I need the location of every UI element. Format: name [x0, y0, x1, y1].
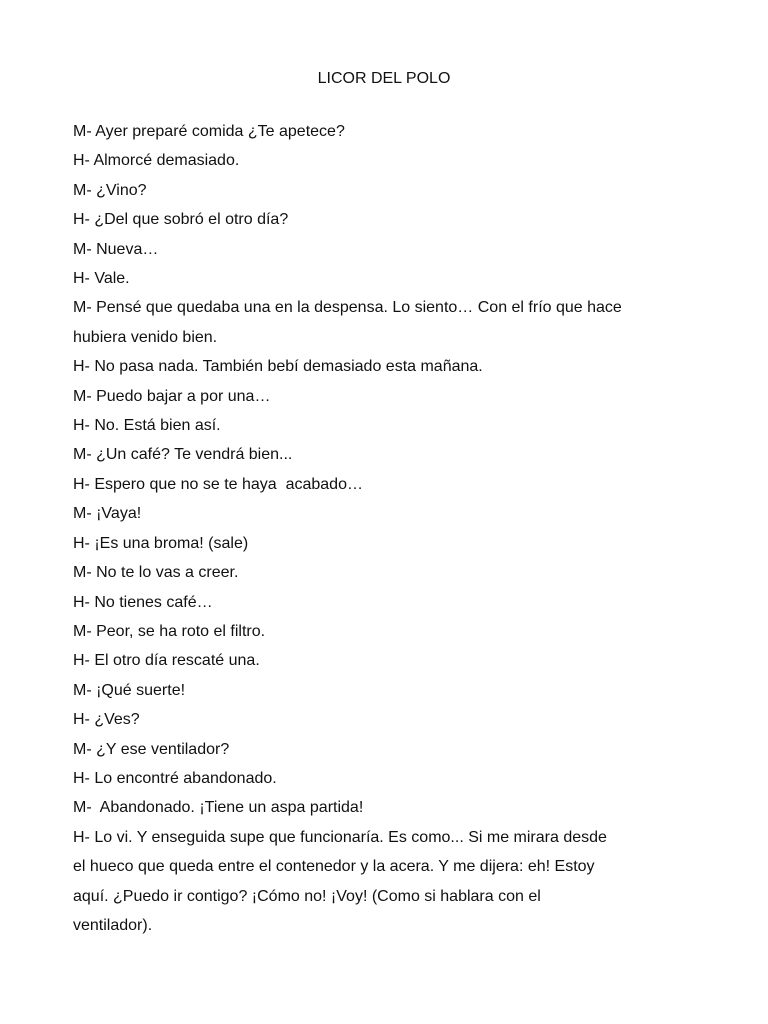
dialogue-line: M- ¿Vino?: [73, 181, 147, 199]
dialogue-line: H- Lo encontré abandonado.: [73, 769, 277, 787]
dialogue-line: H- Almorcé demasiado.: [73, 152, 240, 170]
dialogue-line: M- Pensé que quedaba una en la despensa. Lo siento… Con el frío que hace: [73, 299, 622, 317]
dialogue-line: ventilador).: [73, 916, 153, 934]
dialogue-line: el hueco que queda entre el contenedor y la acera. Y me dijera: eh! Estoy: [73, 858, 595, 876]
dialogue-line: M- Peor, se ha roto el filtro.: [73, 622, 266, 640]
dialogue-line: H- ¡Es una broma! (sale): [73, 534, 249, 552]
dialogue-line: H- No. Está bien así.: [73, 417, 221, 435]
dialogue-line: M- ¡Vaya!: [73, 505, 142, 523]
dialogue-line: M- No te lo vas a creer.: [73, 564, 239, 582]
dialogue-line: H- El otro día rescaté una.: [73, 652, 260, 670]
dialogue-line: M- ¡Qué suerte!: [73, 681, 186, 699]
dialogue-line: H- Espero que no se te haya acabado…: [73, 475, 363, 493]
dialogue-line: M- Abandonado. ¡Tiene un aspa partida!: [73, 799, 364, 817]
dialogue-line: M- ¿Y ese ventilador?: [73, 740, 230, 758]
dialogue-line: hubiera venido bien.: [73, 328, 218, 346]
dialogue-line: H- ¿Del que sobró el otro día?: [73, 211, 289, 229]
dialogue-line: H- No pasa nada. También bebí demasiado esta mañana.: [73, 358, 483, 376]
dialogue-line: H- Lo vi. Y enseguida supe que funcionaría. Es como... Si me mirara desde: [73, 828, 607, 846]
dialogue-line: M- ¿Un café? Te vendrá bien...: [73, 446, 293, 464]
dialogue-body: [73, 117, 698, 940]
dialogue-line: H- ¿Ves?: [73, 711, 140, 729]
dialogue-line: H- Vale.: [73, 270, 130, 288]
dialogue-line: aquí. ¿Puedo ir contigo? ¡Cómo no! ¡Voy! (Como si hablara con el: [73, 887, 541, 905]
dialogue-line: H- No tienes café…: [73, 593, 213, 611]
dialogue-line: M- Ayer preparé comida ¿Te apetece?: [73, 123, 345, 140]
dialogue-line: M- Nueva…: [73, 240, 159, 258]
dialogue-line: M- Puedo bajar a por una…: [73, 387, 271, 405]
document-title: LICOR DEL POLO: [317, 70, 451, 87]
